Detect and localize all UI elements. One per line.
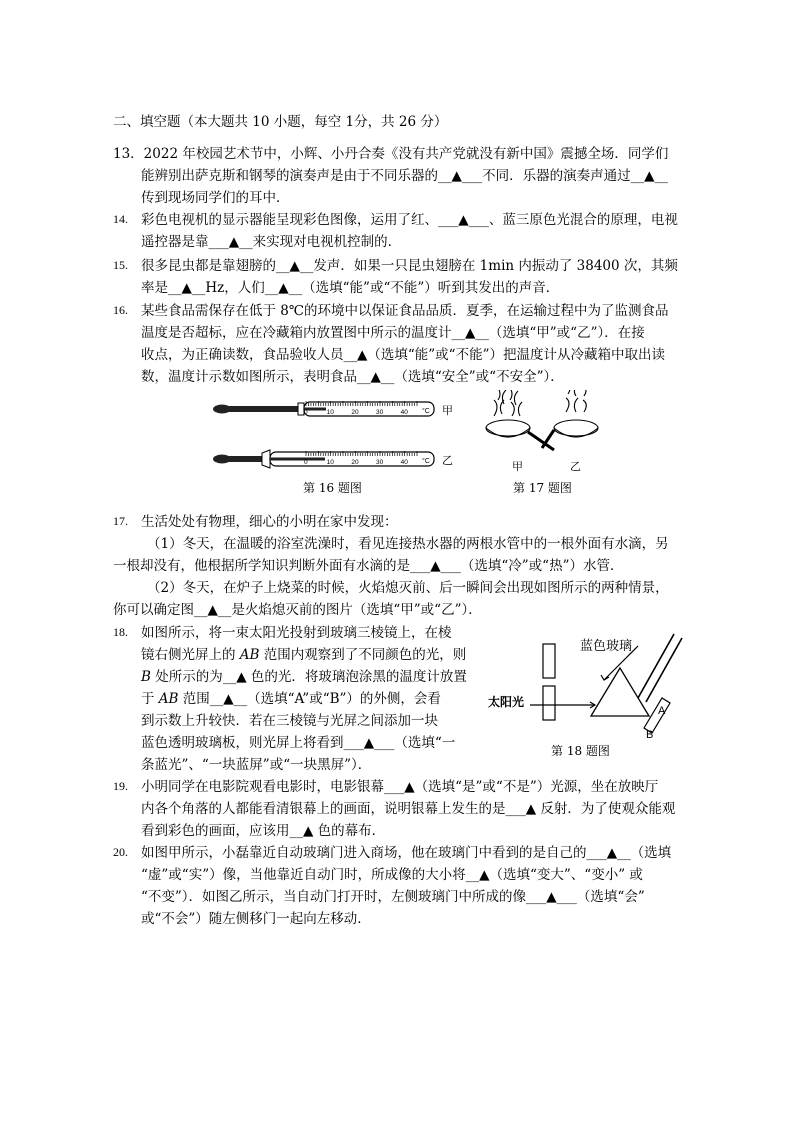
sunlight-label: 太阳光 bbox=[488, 695, 525, 709]
q18-number: 18. bbox=[113, 625, 128, 639]
pan-label-yi: 乙 bbox=[570, 461, 581, 472]
scale-number: 30 bbox=[376, 459, 384, 466]
q19-line-1: 小明同学在电影院观看电影时，电影银幕___▲（选填“是”或“不是”）光源，坐在放映厅 bbox=[141, 779, 659, 795]
q14-line-1: 彩色电视机的显示器能呈现彩色图像，运用了红、___▲___、蓝三原色光混合的原理，电视 bbox=[141, 212, 678, 228]
screen-top bbox=[543, 644, 555, 678]
q20-line-3: “不变”）．如图乙所示，当自动门打开时，左侧玻璃门中所成的像___▲___（选填“会” bbox=[141, 889, 645, 905]
q15-number: 15. bbox=[113, 258, 128, 272]
q15-line-1: 很多昆虫都是靠翅膀的__▲__发声．如果一只昆虫翅膀在 1min 内振动了 38400 次，其频 bbox=[141, 258, 678, 274]
q19-line-2: 内各个角落的人都能看清银幕上的画面，说明银幕上发生的是___▲ 反射．为了使观众能观 bbox=[141, 801, 676, 817]
label-yi: 乙 bbox=[442, 455, 453, 467]
q15-line-2: 率是__▲__Hz，人们__▲__（选填“能”或“不能”）听到其发出的声音． bbox=[141, 280, 560, 296]
thermometers-figure bbox=[212, 398, 457, 476]
q13-line-3: 传到现场同学们的耳中． bbox=[141, 190, 290, 206]
q16-number: 16. bbox=[113, 303, 128, 317]
glass-prism bbox=[591, 668, 649, 716]
pan-label-jia: 甲 bbox=[512, 461, 523, 472]
scale-number: 40 bbox=[400, 409, 408, 416]
prism-figure bbox=[486, 628, 696, 758]
scale-number: 40 bbox=[400, 459, 408, 466]
q17-line-4: （2）冬天，在炉子上烧菜的时候，火焰熄灭前、后一瞬间会出现如图所示的两种情景， bbox=[147, 580, 669, 596]
q13-line-1: 13．2022 年校园艺术节中，小辉、小丹合奏《没有共产党就没有新中国》震撼全场．同学们 bbox=[113, 146, 669, 162]
q17-line-5: 你可以确定图__▲__是火焰熄灭前的图片（选填“甲”或“乙”）． bbox=[113, 602, 482, 618]
q18-line-3: B 处所示的为__▲ 色的光．将玻璃泡涂黑的温度计放置 bbox=[141, 669, 467, 685]
fig17-caption: 第 17 题图 bbox=[513, 481, 572, 495]
q16-line-1: 某些食品需保存在低于 8℃的环境中以保证食品品质．夏季，在运输过程中为了监测食品 bbox=[141, 303, 669, 319]
label-A: A bbox=[658, 705, 666, 717]
fig16-caption: 第 16 题图 bbox=[303, 481, 362, 495]
q20-line-1: 如图甲所示，小磊靠近自动玻璃门进入商场，他在玻璃门中看到的是自己的___▲__（选填 bbox=[141, 845, 672, 861]
scale-number: 20 bbox=[351, 409, 359, 416]
scale-number: 10 bbox=[326, 409, 334, 416]
q14-number: 14. bbox=[113, 212, 128, 226]
q16-line-2: 温度是否超标，应在冷藏箱内放置图中所示的温度计__▲__（选填“甲”或“乙”）．在接 bbox=[141, 325, 645, 341]
svg-text:°C: °C bbox=[422, 458, 430, 465]
q18-line-2: 镜右侧光屏上的 AB 范围内观察到了不同颜色的光，则 bbox=[141, 647, 467, 663]
q20-number: 20. bbox=[113, 845, 128, 859]
label-B: B bbox=[646, 729, 654, 741]
blue-glass-label: 蓝色玻璃 bbox=[580, 638, 633, 653]
q13-line-2: 能辨别出萨克斯和钢琴的演奏声是由于不同乐器的__▲___不同．乐器的演奏声通过__▲__ bbox=[141, 168, 669, 184]
screen-bottom bbox=[543, 686, 555, 720]
scale-number: 0 bbox=[304, 459, 308, 466]
blue-glass-plate bbox=[638, 634, 682, 702]
pan-jia bbox=[486, 390, 554, 450]
scale-number: 20 bbox=[351, 459, 359, 466]
q18-line-6: 蓝色透明玻璃板，则光屏上将看到___▲___（选填“一 bbox=[141, 735, 456, 751]
q18-line-7: 条蓝光”、“一块蓝屏”或“一块黑屏”）． bbox=[141, 757, 372, 773]
fig18-caption: 第 18 题图 bbox=[551, 744, 610, 758]
q19-number: 19. bbox=[113, 779, 128, 793]
scale-number: 0 bbox=[304, 409, 308, 416]
pans-figure bbox=[484, 390, 604, 472]
q20-line-2: “虚”或“实”）像，当他靠近自动门时，所成像的大小将__▲（选填“变大”、“变小” 或 bbox=[141, 867, 643, 883]
scale-number: 30 bbox=[376, 409, 384, 416]
q18-line-4: 于 AB 范围__▲__（选填“A”或“B”）的外侧，会看 bbox=[141, 691, 441, 707]
q17-number: 17. bbox=[113, 514, 128, 528]
q20-line-4: 或“不会”）随左侧移门一起向左移动． bbox=[141, 911, 371, 927]
q18-line-1: 如图所示，将一束太阳光投射到玻璃三棱镜上，在棱 bbox=[141, 625, 452, 641]
q14-line-2: 遥控器是靠___▲__来实现对电视机控制的． bbox=[141, 234, 402, 250]
scale-number: 10 bbox=[326, 459, 334, 466]
q18-line-5: 到示数上升较快．若在三棱镜与光屏之间添加一块 bbox=[141, 713, 438, 729]
q19-line-3: 看到彩色的画面，应该用__▲ 色的幕布． bbox=[141, 823, 386, 839]
section-heading: 二、填空题（本大题共 10 小题，每空 1分，共 26 分） bbox=[113, 114, 448, 130]
q17-line-2: （1）冬天，在温暖的浴室洗澡时，看见连接热水器的两根水管中的一根外面有水滴，另 bbox=[147, 536, 669, 552]
q17-line-1: 生活处处有物理，细心的小明在家中发现： bbox=[141, 514, 398, 530]
q17-line-3: 一根却没有，他根据所学知识判断外面有水滴的是___▲___（选填“冷”或“热”）水管． bbox=[113, 558, 624, 574]
q16-line-3: 收点，为正确读数，食品验收人员__▲（选填“能”或“不能”）把温度计从冷藏箱中取出读 bbox=[141, 347, 665, 363]
label-jia: 甲 bbox=[442, 405, 453, 417]
svg-text:°C: °C bbox=[422, 408, 430, 415]
pan-yi bbox=[542, 390, 598, 448]
q16-line-4: 数，温度计示数如图所示，表明食品__▲__（选填“安全”或“不安全”）． bbox=[141, 369, 564, 385]
